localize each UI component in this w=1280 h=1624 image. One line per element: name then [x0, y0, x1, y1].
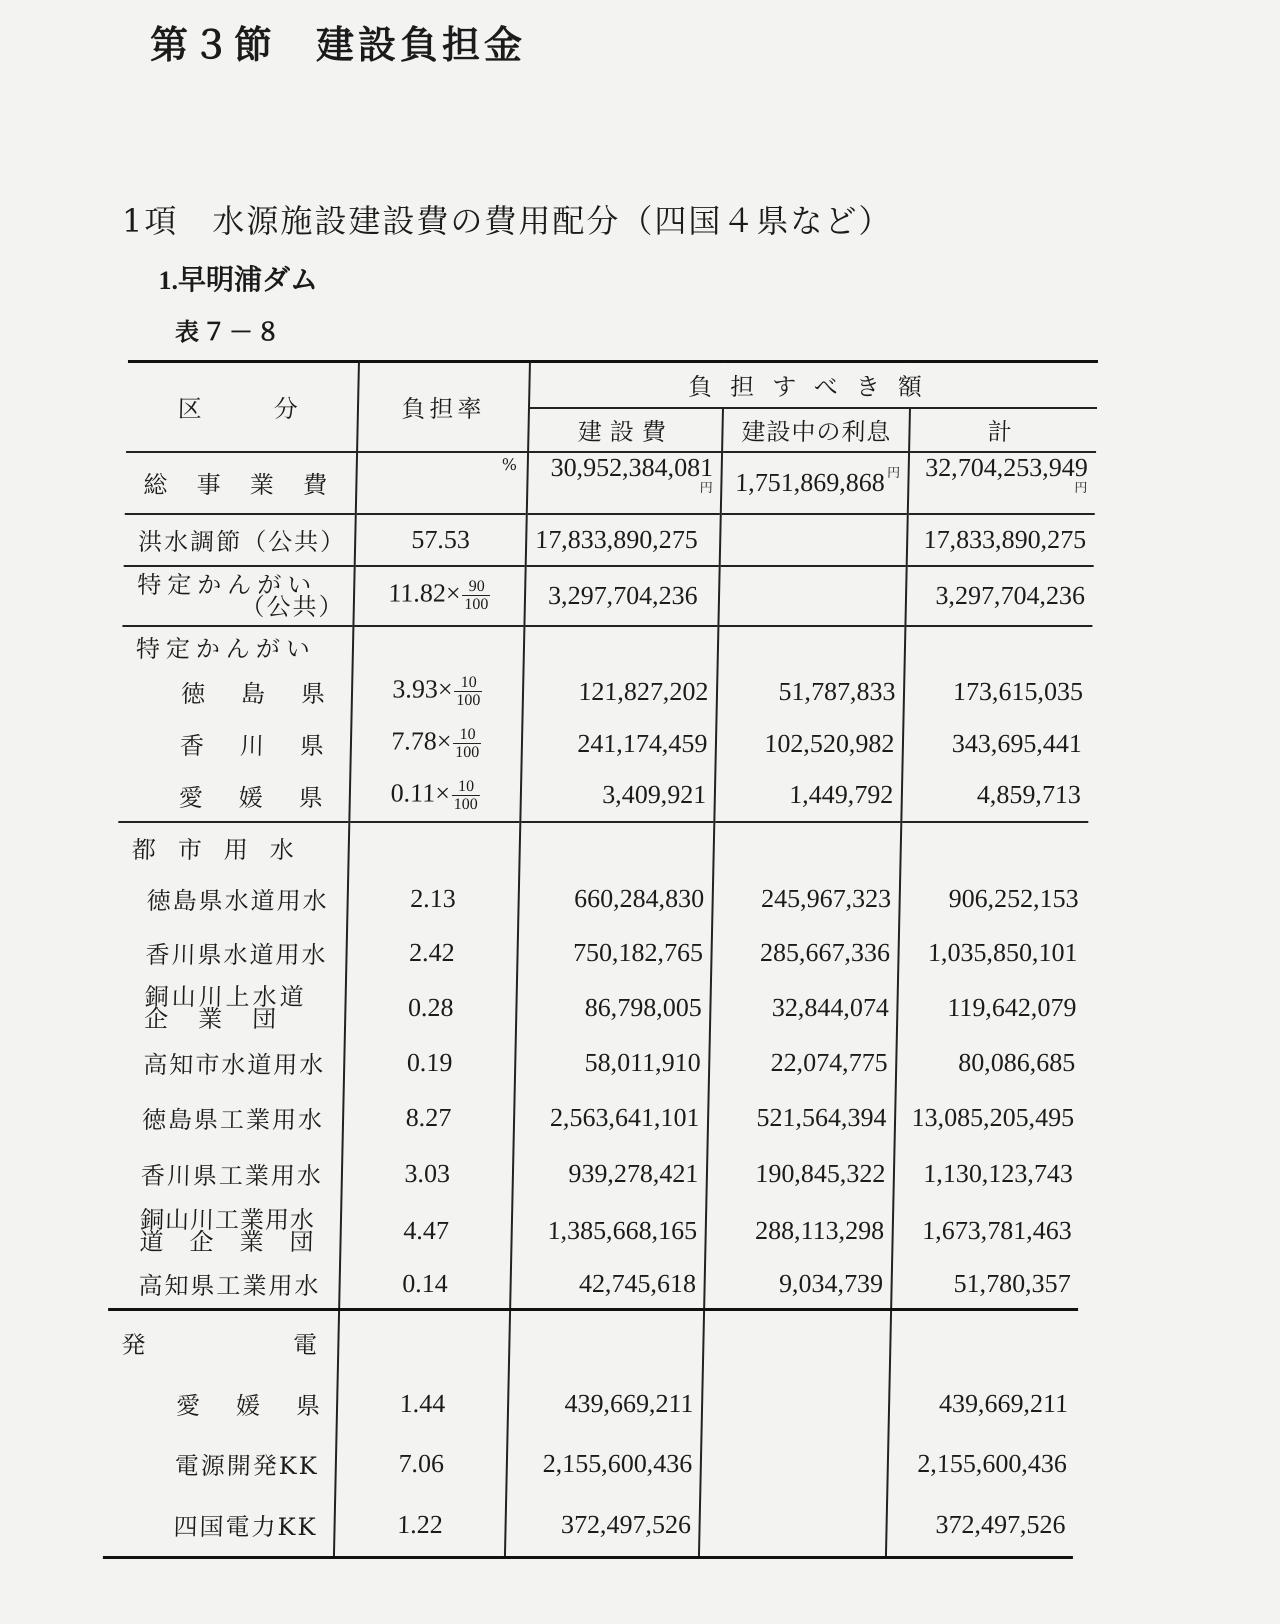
fraction-denominator: 100 [464, 596, 489, 613]
power-group-label: 発 電 [121, 1330, 320, 1359]
unit-yen: 円 [886, 464, 901, 480]
irrigation-rate [349, 770, 522, 822]
cost-allocation-table [103, 360, 1098, 1559]
urban-water-row [115, 926, 1086, 980]
irrigation-public-rate [353, 566, 526, 626]
urban-water-construction: 42,745,618 [510, 1260, 705, 1310]
urban-water-interest: 22,074,775 [709, 1036, 897, 1090]
urban-water-total: 1,673,781,463 [893, 1202, 1081, 1260]
urban-water-row [110, 1146, 1081, 1202]
urban-water-rate: 0.28 [345, 980, 518, 1036]
urban-water-construction: 750,182,765 [517, 926, 712, 980]
irrigation-public-interest [719, 566, 907, 626]
total-total-value: 32,704,253,949 [924, 452, 1089, 482]
urban-water-interest: 521,564,394 [708, 1090, 896, 1146]
total-interest-value: 1,751,869,868 [735, 467, 886, 497]
total-construction-value: 30,952,384,081 [550, 452, 714, 482]
urban-water-label: 徳島県水道用水 [146, 887, 329, 915]
subsection-heading: 早明浦ダム [178, 263, 319, 296]
irrigation-group-row [122, 626, 1093, 666]
label-line2: 道 企 業 団 [139, 1227, 315, 1256]
urban-water-rate: 3.03 [341, 1146, 514, 1202]
irrigation-public-construction: 3,297,704,236 [525, 566, 721, 626]
empty-cell [714, 822, 902, 872]
power-total: 2,155,600,436 [888, 1434, 1076, 1494]
urban-water-total: 119,642,079 [897, 980, 1085, 1036]
power-rate: 1.44 [336, 1374, 509, 1434]
urban-water-label: 高知市水道用水 [142, 1051, 326, 1079]
empty-cell [703, 1310, 891, 1374]
subsection-number: 1. [158, 266, 178, 295]
urban-water-rate: 2.42 [346, 926, 519, 980]
urban-water-interest: 9,034,739 [705, 1260, 893, 1310]
unit-yen: 円 [699, 479, 713, 495]
flood-total: 17,833,890,275 [907, 514, 1095, 566]
fraction-numerator: 10 [452, 778, 480, 796]
empty-cell [701, 1434, 889, 1494]
urban-water-total: 13,085,205,495 [895, 1090, 1083, 1146]
section-number: 第３節 [150, 22, 277, 67]
irrigation-construction: 121,827,202 [523, 666, 718, 718]
header-rate: 負担率 [357, 362, 530, 452]
power-construction: 372,497,526 [505, 1494, 701, 1558]
urban-water-construction: 86,798,005 [516, 980, 711, 1036]
irrigation-interest: 51,787,833 [717, 666, 905, 718]
subsection-title [122, 258, 318, 298]
unit-yen: 円 [1074, 479, 1088, 495]
total-label: 総事業費 [143, 471, 338, 499]
urban-water-total: 906,252,153 [900, 872, 1088, 926]
unit-percent: % [501, 454, 518, 474]
fraction [454, 674, 483, 709]
urban-water-row [113, 1036, 1084, 1090]
section-title [150, 14, 526, 69]
irrigation-interest: 1,449,792 [715, 770, 903, 822]
power-total: 372,497,526 [886, 1494, 1074, 1558]
irrigation-public-label [122, 566, 354, 626]
fraction-numerator: 10 [455, 674, 483, 692]
irrigation-rate [350, 718, 523, 770]
label-line2: 企 業 団 [143, 1004, 280, 1033]
urban-water-label: 高知県工業用水 [138, 1272, 321, 1301]
urban-water-interest: 288,113,298 [706, 1202, 894, 1260]
fraction-denominator: 100 [456, 692, 481, 709]
fraction [452, 778, 481, 813]
empty-cell [718, 626, 906, 666]
urban-water-label: 徳島県工業用水 [141, 1106, 325, 1134]
irrigation-public-row [122, 566, 1093, 626]
fraction-numerator: 10 [453, 726, 481, 744]
header-total: 計 [910, 408, 1097, 452]
power-label: 愛 媛 県 [175, 1392, 327, 1420]
irrigation-rate [351, 666, 524, 718]
irrigation-row-kagawa [119, 718, 1090, 770]
urban-water-row [109, 1202, 1080, 1260]
urban-water-row [108, 1260, 1079, 1310]
flood-rate: 57.53 [354, 514, 527, 566]
total-interest [721, 452, 909, 514]
flood-construction: 17,833,890,275 [526, 514, 721, 566]
empty-cell [901, 822, 1089, 872]
urban-water-group-label: 都市用水 [131, 835, 317, 864]
power-label: 電源開発KK [174, 1452, 319, 1480]
urban-water-label: 香川県水道用水 [145, 941, 328, 969]
irrigation-group-label: 特定かんがい [135, 634, 317, 663]
flood-row [124, 514, 1095, 566]
irrigation-public-total: 3,297,704,236 [906, 566, 1094, 626]
label-line1: 銅山川工業用水 [139, 1205, 316, 1234]
urban-water-label: 香川県工業用水 [140, 1162, 324, 1190]
urban-water-rate: 0.14 [339, 1260, 511, 1310]
irrigation-row-tokushima [121, 666, 1092, 718]
irrigation-construction: 241,174,459 [522, 718, 717, 770]
power-label: 四国電力KK [173, 1513, 318, 1542]
empty-cell [509, 1310, 705, 1374]
header-interest: 建設中の利息 [722, 408, 910, 452]
irrigation-public-fraction [462, 578, 491, 613]
flood-interest [720, 514, 908, 566]
irrigation-public-label-line2: （公共） [240, 592, 345, 621]
irrigation-total: 173,615,035 [904, 666, 1092, 718]
urban-water-rate: 8.27 [342, 1090, 515, 1146]
urban-water-rate: 2.13 [347, 872, 520, 926]
irrigation-total: 343,695,441 [903, 718, 1091, 770]
empty-cell [699, 1494, 887, 1558]
header-row-1 [127, 362, 1098, 408]
empty-cell [524, 626, 719, 666]
total-row [125, 452, 1096, 514]
irrigation-total: 4,859,713 [902, 770, 1090, 822]
irrigation-public-rate-value: 11.82× [388, 578, 461, 608]
header-kubun: 区 分 [126, 362, 359, 452]
urban-water-rate: 0.19 [343, 1036, 516, 1090]
urban-water-construction: 1,385,668,165 [511, 1202, 707, 1260]
fraction-denominator: 100 [453, 795, 478, 813]
urban-water-interest: 245,967,323 [713, 872, 901, 926]
fraction [453, 726, 482, 761]
urban-water-row [114, 980, 1085, 1036]
power-row [103, 1494, 1074, 1558]
urban-water-label [109, 1202, 341, 1260]
urban-water-total: 80,086,685 [896, 1036, 1084, 1090]
rate-value: 3.93× [392, 674, 453, 704]
rate-value: 7.78× [391, 726, 452, 756]
urban-water-construction: 2,563,641,101 [514, 1090, 709, 1146]
empty-cell [519, 822, 714, 872]
urban-water-row [116, 872, 1087, 926]
urban-water-construction: 58,011,910 [515, 1036, 710, 1090]
empty-cell [890, 1310, 1078, 1374]
irrigation-label: 愛 媛 県 [178, 783, 330, 812]
urban-water-label [114, 980, 346, 1036]
power-construction: 2,155,600,436 [506, 1434, 702, 1494]
empty-cell [352, 626, 524, 666]
irrigation-label: 徳 島 県 [180, 680, 332, 708]
flood-label: 洪水調節（公共） [137, 528, 347, 556]
urban-water-group-row [117, 822, 1088, 872]
power-group-row [107, 1310, 1078, 1374]
irrigation-public-label-line1: 特定かんがい [137, 570, 318, 599]
urban-water-interest: 190,845,322 [707, 1146, 895, 1202]
urban-water-total: 1,130,123,743 [894, 1146, 1082, 1202]
urban-water-total: 51,780,357 [892, 1260, 1080, 1310]
urban-water-construction: 939,278,421 [512, 1146, 707, 1202]
label-line1: 銅山川上水道 [144, 982, 307, 1011]
urban-water-total: 1,035,850,101 [898, 926, 1086, 980]
table-label: 表７－８ [175, 318, 283, 346]
power-row [104, 1434, 1075, 1494]
header-construction: 建設費 [528, 408, 723, 452]
power-construction: 439,669,211 [508, 1374, 704, 1434]
power-total: 439,669,211 [889, 1374, 1077, 1434]
urban-water-construction: 660,284,830 [518, 872, 713, 926]
empty-cell [905, 626, 1092, 666]
urban-water-row [112, 1090, 1083, 1146]
irrigation-interest: 102,520,982 [716, 718, 904, 770]
total-total [908, 452, 1096, 514]
irrigation-row-ehime [118, 770, 1089, 822]
power-rate: 7.06 [335, 1434, 508, 1494]
rate-value: 0.11× [390, 777, 451, 807]
fraction-denominator: 100 [455, 744, 480, 761]
power-rate: 1.22 [334, 1494, 507, 1558]
irrigation-construction: 3,409,921 [520, 770, 715, 822]
urban-water-rate: 4.47 [340, 1202, 513, 1260]
total-construction [527, 452, 723, 514]
empty-cell [702, 1374, 890, 1434]
urban-water-interest: 285,667,336 [711, 926, 899, 980]
irrigation-label: 香 川 県 [179, 732, 331, 760]
empty-cell [337, 1310, 510, 1374]
urban-water-interest: 32,844,074 [710, 980, 898, 1036]
empty-cell [348, 822, 520, 872]
fraction-numerator: 90 [463, 578, 491, 596]
item-title: 1項 水源施設建設費の費用配分（四国４県など） [122, 202, 893, 240]
section-heading: 建設負担金 [316, 22, 527, 67]
header-amount-group: 負担すべき額 [529, 362, 1098, 408]
power-row [106, 1374, 1077, 1434]
total-rate [355, 452, 528, 514]
